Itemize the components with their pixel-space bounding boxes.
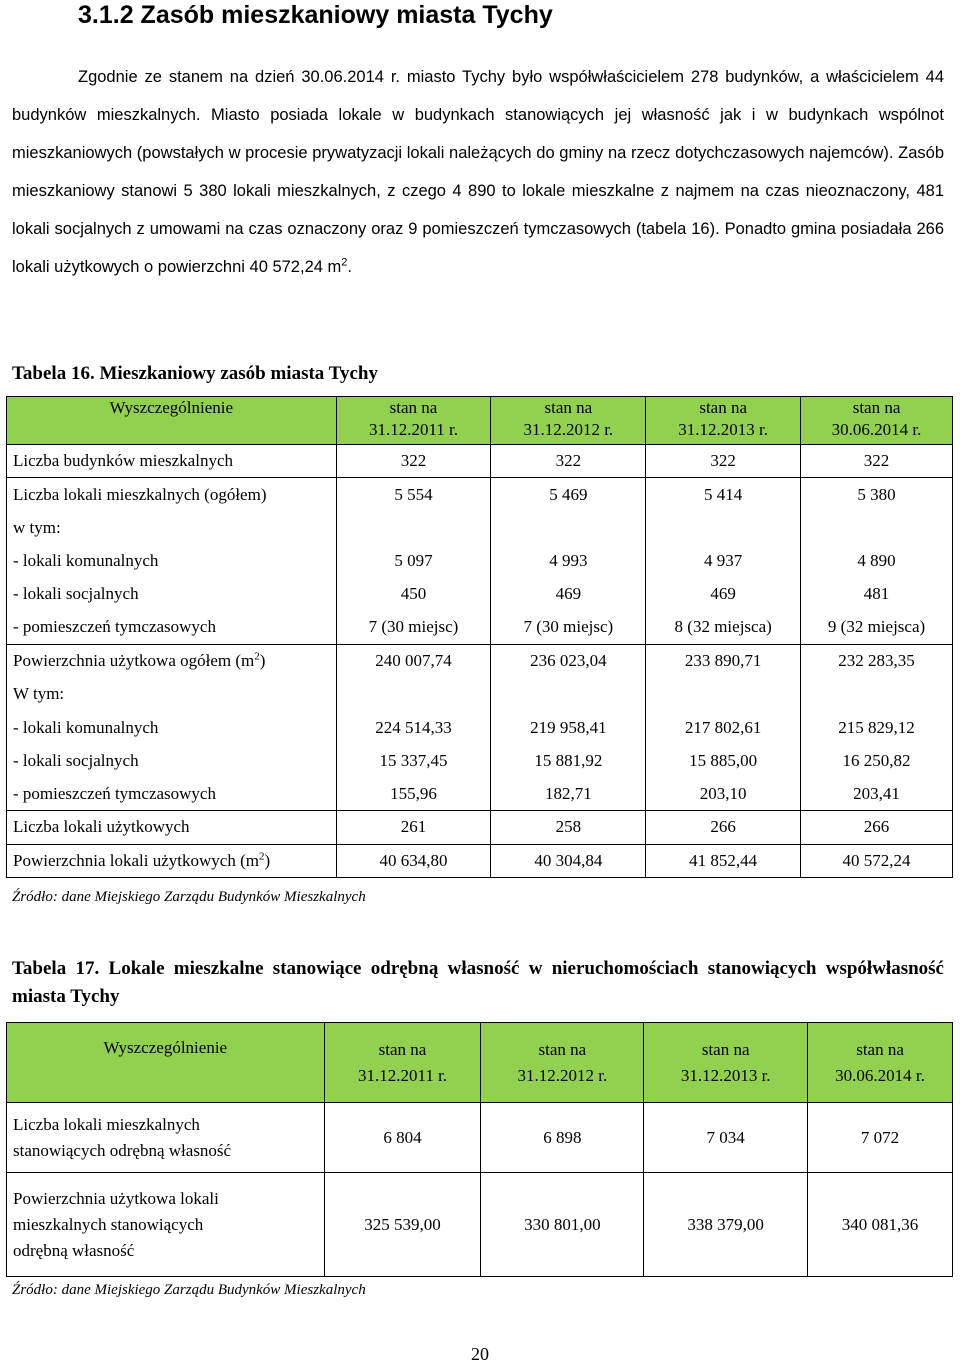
cell-value: 5 380 xyxy=(801,478,953,511)
cell-value xyxy=(801,511,953,544)
table-16 xyxy=(6,396,953,878)
table-row xyxy=(7,1103,953,1173)
table-row xyxy=(7,811,953,844)
cell-value: 41 852,44 xyxy=(646,844,801,877)
cell-value: 261 xyxy=(336,811,491,844)
row-label: W tym: xyxy=(7,678,337,711)
table16-caption: Tabela 16. Mieszkaniowy zasób miasta Tychy xyxy=(12,363,378,384)
cell-value: 15 885,00 xyxy=(646,744,801,777)
cell-value: 4 937 xyxy=(646,544,801,577)
table17-header-first: Wyszczególnienie xyxy=(7,1023,325,1103)
table17-header-row xyxy=(7,1023,953,1103)
cell-value: 9 (32 miejsca) xyxy=(801,611,953,644)
intro-paragraph xyxy=(12,58,944,286)
cell-value: 322 xyxy=(646,445,801,478)
cell-value xyxy=(646,511,801,544)
cell-value: 232 283,35 xyxy=(801,644,953,677)
table17-header-col: stan na 30.06.2014 r. xyxy=(808,1023,953,1103)
table-row xyxy=(7,744,953,777)
cell-value: 203,10 xyxy=(646,777,801,810)
cell-value: 266 xyxy=(646,811,801,844)
table-row xyxy=(7,777,953,810)
cell-value: 322 xyxy=(801,445,953,478)
table16-header-col: stan na 31.12.2012 r. xyxy=(491,397,646,445)
row-label: Liczba lokali użytkowych xyxy=(7,811,337,844)
table-row xyxy=(7,678,953,711)
paragraph-text: Zgodnie ze stanem na dzień 30.06.2014 r. miasto Tychy było współwłaścicielem 278 budynków, a właścicielem 44 budynków mieszkalnych. Miasto posiada lokale w budynkach stanowiących jej własność jak i w budynkach wspólnot mieszkaniowych (powstałych w procesie prywatyzacji lokali należących do gminy na rzecz dotychczasowych najemców). Zasób mieszkaniowy stanowi 5 380 lokali mieszkalnych, z czego 4 890 to lokale mieszkalne z najmem na czas nieoznaczony, 481 lokali socjalnych z umowami na czas oznaczony oraz 9 pomieszczeń tymczasowych (tabela 16). Ponadto gmina posiadała 266 lokali użytkowych o powierzchni 40 572,24 m xyxy=(12,68,944,276)
table17-source: Źródło: dane Miejskiego Zarządu Budynków Mieszkalnych xyxy=(12,1282,366,1298)
table-row xyxy=(7,511,953,544)
paragraph-end: . xyxy=(347,258,352,276)
table-row xyxy=(7,478,953,511)
cell-value: 224 514,33 xyxy=(336,711,491,744)
cell-value: 203,41 xyxy=(801,777,953,810)
table16-header-col: stan na 31.12.2011 r. xyxy=(336,397,491,445)
cell-value: 340 081,36 xyxy=(808,1173,953,1277)
row-label: Liczba budynków mieszkalnych xyxy=(7,445,337,478)
cell-value: 481 xyxy=(801,578,953,611)
cell-value: 469 xyxy=(646,578,801,611)
cell-value xyxy=(646,678,801,711)
cell-value: 450 xyxy=(336,578,491,611)
cell-value: 330 801,00 xyxy=(481,1173,644,1277)
cell-value: 469 xyxy=(491,578,646,611)
cell-value: 236 023,04 xyxy=(491,644,646,677)
cell-value: 325 539,00 xyxy=(324,1173,481,1277)
cell-value: 4 993 xyxy=(491,544,646,577)
cell-value xyxy=(336,511,491,544)
cell-value: 5 469 xyxy=(491,478,646,511)
cell-value: 7 034 xyxy=(644,1103,808,1173)
table16-header-col: stan na 31.12.2013 r. xyxy=(646,397,801,445)
row-label: - lokali socjalnych xyxy=(7,578,337,611)
row-label: Powierzchnia użytkowa lokali mieszkalnych stanowiących odrębną własność xyxy=(7,1173,325,1277)
cell-value xyxy=(491,511,646,544)
cell-value: 8 (32 miejsca) xyxy=(646,611,801,644)
cell-value: 6 898 xyxy=(481,1103,644,1173)
cell-value: 5 414 xyxy=(646,478,801,511)
cell-value xyxy=(801,678,953,711)
table-row xyxy=(7,644,953,677)
cell-value: 240 007,74 xyxy=(336,644,491,677)
cell-value: 16 250,82 xyxy=(801,744,953,777)
cell-value: 4 890 xyxy=(801,544,953,577)
row-label: - lokali komunalnych xyxy=(7,711,337,744)
cell-value: 215 829,12 xyxy=(801,711,953,744)
cell-value xyxy=(336,678,491,711)
paragraph-superscript: 2 xyxy=(341,256,348,269)
row-label: - lokali socjalnych xyxy=(7,744,337,777)
row-label: - pomieszczeń tymczasowych xyxy=(7,611,337,644)
cell-value: 15 337,45 xyxy=(336,744,491,777)
cell-value: 6 804 xyxy=(324,1103,481,1173)
cell-value: 5 097 xyxy=(336,544,491,577)
table16-header-col: stan na 30.06.2014 r. xyxy=(801,397,953,445)
table17-header-col: stan na 31.12.2012 r. xyxy=(481,1023,644,1103)
table-17 xyxy=(6,1022,953,1277)
cell-value: 40 304,84 xyxy=(491,844,646,877)
table-row xyxy=(7,844,953,877)
row-label: Liczba lokali mieszkalnych (ogółem) xyxy=(7,478,337,511)
cell-value: 182,71 xyxy=(491,777,646,810)
table16-header-first: Wyszczególnienie xyxy=(7,397,337,445)
cell-value: 5 554 xyxy=(336,478,491,511)
table17-header-col: stan na 31.12.2013 r. xyxy=(644,1023,808,1103)
cell-value: 217 802,61 xyxy=(646,711,801,744)
cell-value: 7 072 xyxy=(808,1103,953,1173)
row-label: Powierzchnia lokali użytkowych $(m^2)$ xyxy=(7,844,337,877)
row-label: - lokali komunalnych xyxy=(7,544,337,577)
table-row xyxy=(7,611,953,644)
cell-value: 322 xyxy=(336,445,491,478)
table-row xyxy=(7,711,953,744)
row-label: - pomieszczeń tymczasowych xyxy=(7,777,337,810)
cell-value: 40 572,24 xyxy=(801,844,953,877)
table16-header-row xyxy=(7,397,953,445)
cell-value: 155,96 xyxy=(336,777,491,810)
cell-value: 266 xyxy=(801,811,953,844)
table16-source: Źródło: dane Miejskiego Zarządu Budynków Mieszkalnych xyxy=(12,889,366,905)
table-row xyxy=(7,1173,953,1277)
cell-value: 40 634,80 xyxy=(336,844,491,877)
cell-value: 322 xyxy=(491,445,646,478)
table17-header-col: stan na 31.12.2011 r. xyxy=(324,1023,481,1103)
row-label: w tym: xyxy=(7,511,337,544)
cell-value: 7 (30 miejsc) xyxy=(336,611,491,644)
row-label: Powierzchnia użytkowa ogółem $(m^2)$ xyxy=(7,644,337,677)
cell-value: 233 890,71 xyxy=(646,644,801,677)
section-heading: 3.1.2 Zasób mieszkaniowy miasta Tychy xyxy=(78,1,553,29)
table16-body xyxy=(7,445,953,878)
page-number: 20 xyxy=(471,1344,489,1364)
cell-value: 219 958,41 xyxy=(491,711,646,744)
cell-value: 338 379,00 xyxy=(644,1173,808,1277)
table-row xyxy=(7,544,953,577)
row-label: Liczba lokali mieszkalnych stanowiących odrębną własność xyxy=(7,1103,325,1173)
table-row xyxy=(7,445,953,478)
cell-value: 15 881,92 xyxy=(491,744,646,777)
cell-value xyxy=(491,678,646,711)
table-row xyxy=(7,578,953,611)
cell-value: 7 (30 miejsc) xyxy=(491,611,646,644)
table17-caption: Tabela 17. Lokale mieszkalne stanowiące odrębną własność w nieruchomościach stanowiących współwłasność miasta Tychy xyxy=(12,958,944,1007)
cell-value: 258 xyxy=(491,811,646,844)
